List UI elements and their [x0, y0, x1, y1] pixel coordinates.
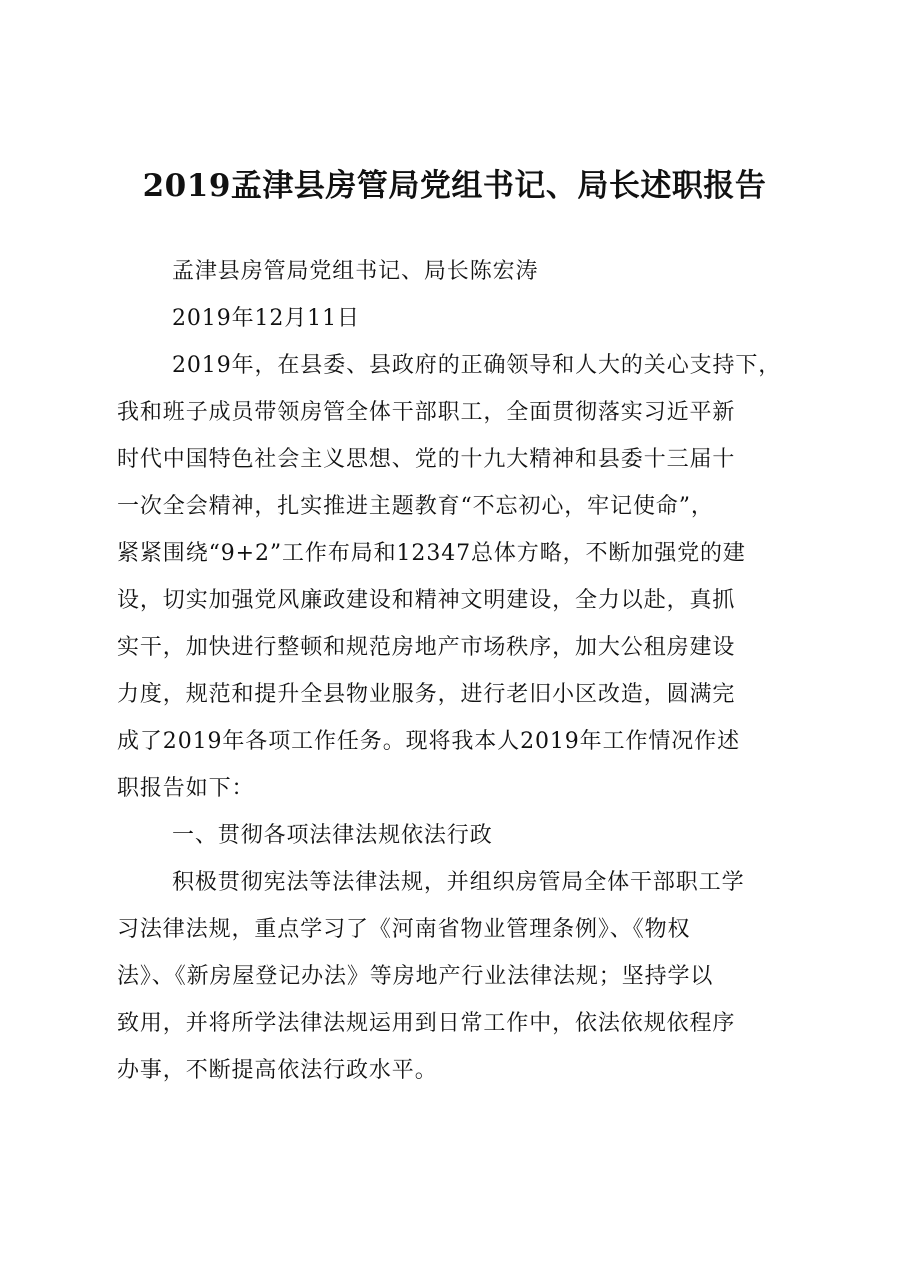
author-line: 孟津县房管局党组书记、局长陈宏涛 — [172, 259, 539, 284]
paragraph-line: 力度，规范和提升全县物业服务，进行老旧小区改造，圆满完 — [117, 682, 736, 707]
paragraph-line: 一次全会精神，扎实推进主题教育“不忘初心，牢记使命”， — [117, 494, 714, 519]
section-paragraph — [117, 859, 797, 1094]
date-line: 2019年12月11日 — [172, 306, 360, 331]
intro-paragraph — [117, 342, 797, 812]
paragraph-line: 法》、《新房屋登记办法》等房地产行业法律法规；坚持学以 — [117, 964, 714, 989]
document-body — [117, 248, 797, 1094]
paragraph-line: 职报告如下： — [117, 776, 255, 801]
paragraph-line: 办事，不断提高依法行政水平。 — [117, 1058, 438, 1083]
paragraph-line: 成了2019年各项工作任务。现将我本人2019年工作情况作述 — [117, 729, 740, 754]
paragraph-line: 实干，加快进行整顿和规范房地产市场秩序，加大公租房建设 — [117, 635, 736, 660]
document-title: 2019孟津县房管局党组书记、局长述职报告 — [142, 168, 767, 204]
paragraph-line: 致用，并将所学法律法规运用到日常工作中，依法依规依程序 — [117, 1011, 736, 1036]
section-heading: 一、贯彻各项法律法规依法行政 — [172, 823, 493, 848]
paragraph-line: 时代中国特色社会主义思想、党的十九大精神和县委十三届十 — [117, 447, 736, 472]
paragraph-line: 我和班子成员带领房管全体干部职工，全面贯彻落实习近平新 — [117, 400, 736, 425]
paragraph-line: 设，切实加强党风廉政建设和精神文明建设，全力以赴，真抓 — [117, 588, 736, 613]
paragraph-line: 积极贯彻宪法等法律法规，并组织房管局全体干部职工学 — [172, 870, 745, 895]
paragraph-line: 紧紧围绕“9+2”工作布局和12347总体方略，不断加强党的建 — [117, 541, 746, 566]
paragraph-line: 2019年，在县委、县政府的正确领导和人大的关心支持下， — [172, 353, 782, 378]
paragraph-line: 习法律法规，重点学习了《河南省物业管理条例》、《物权 — [117, 917, 691, 942]
